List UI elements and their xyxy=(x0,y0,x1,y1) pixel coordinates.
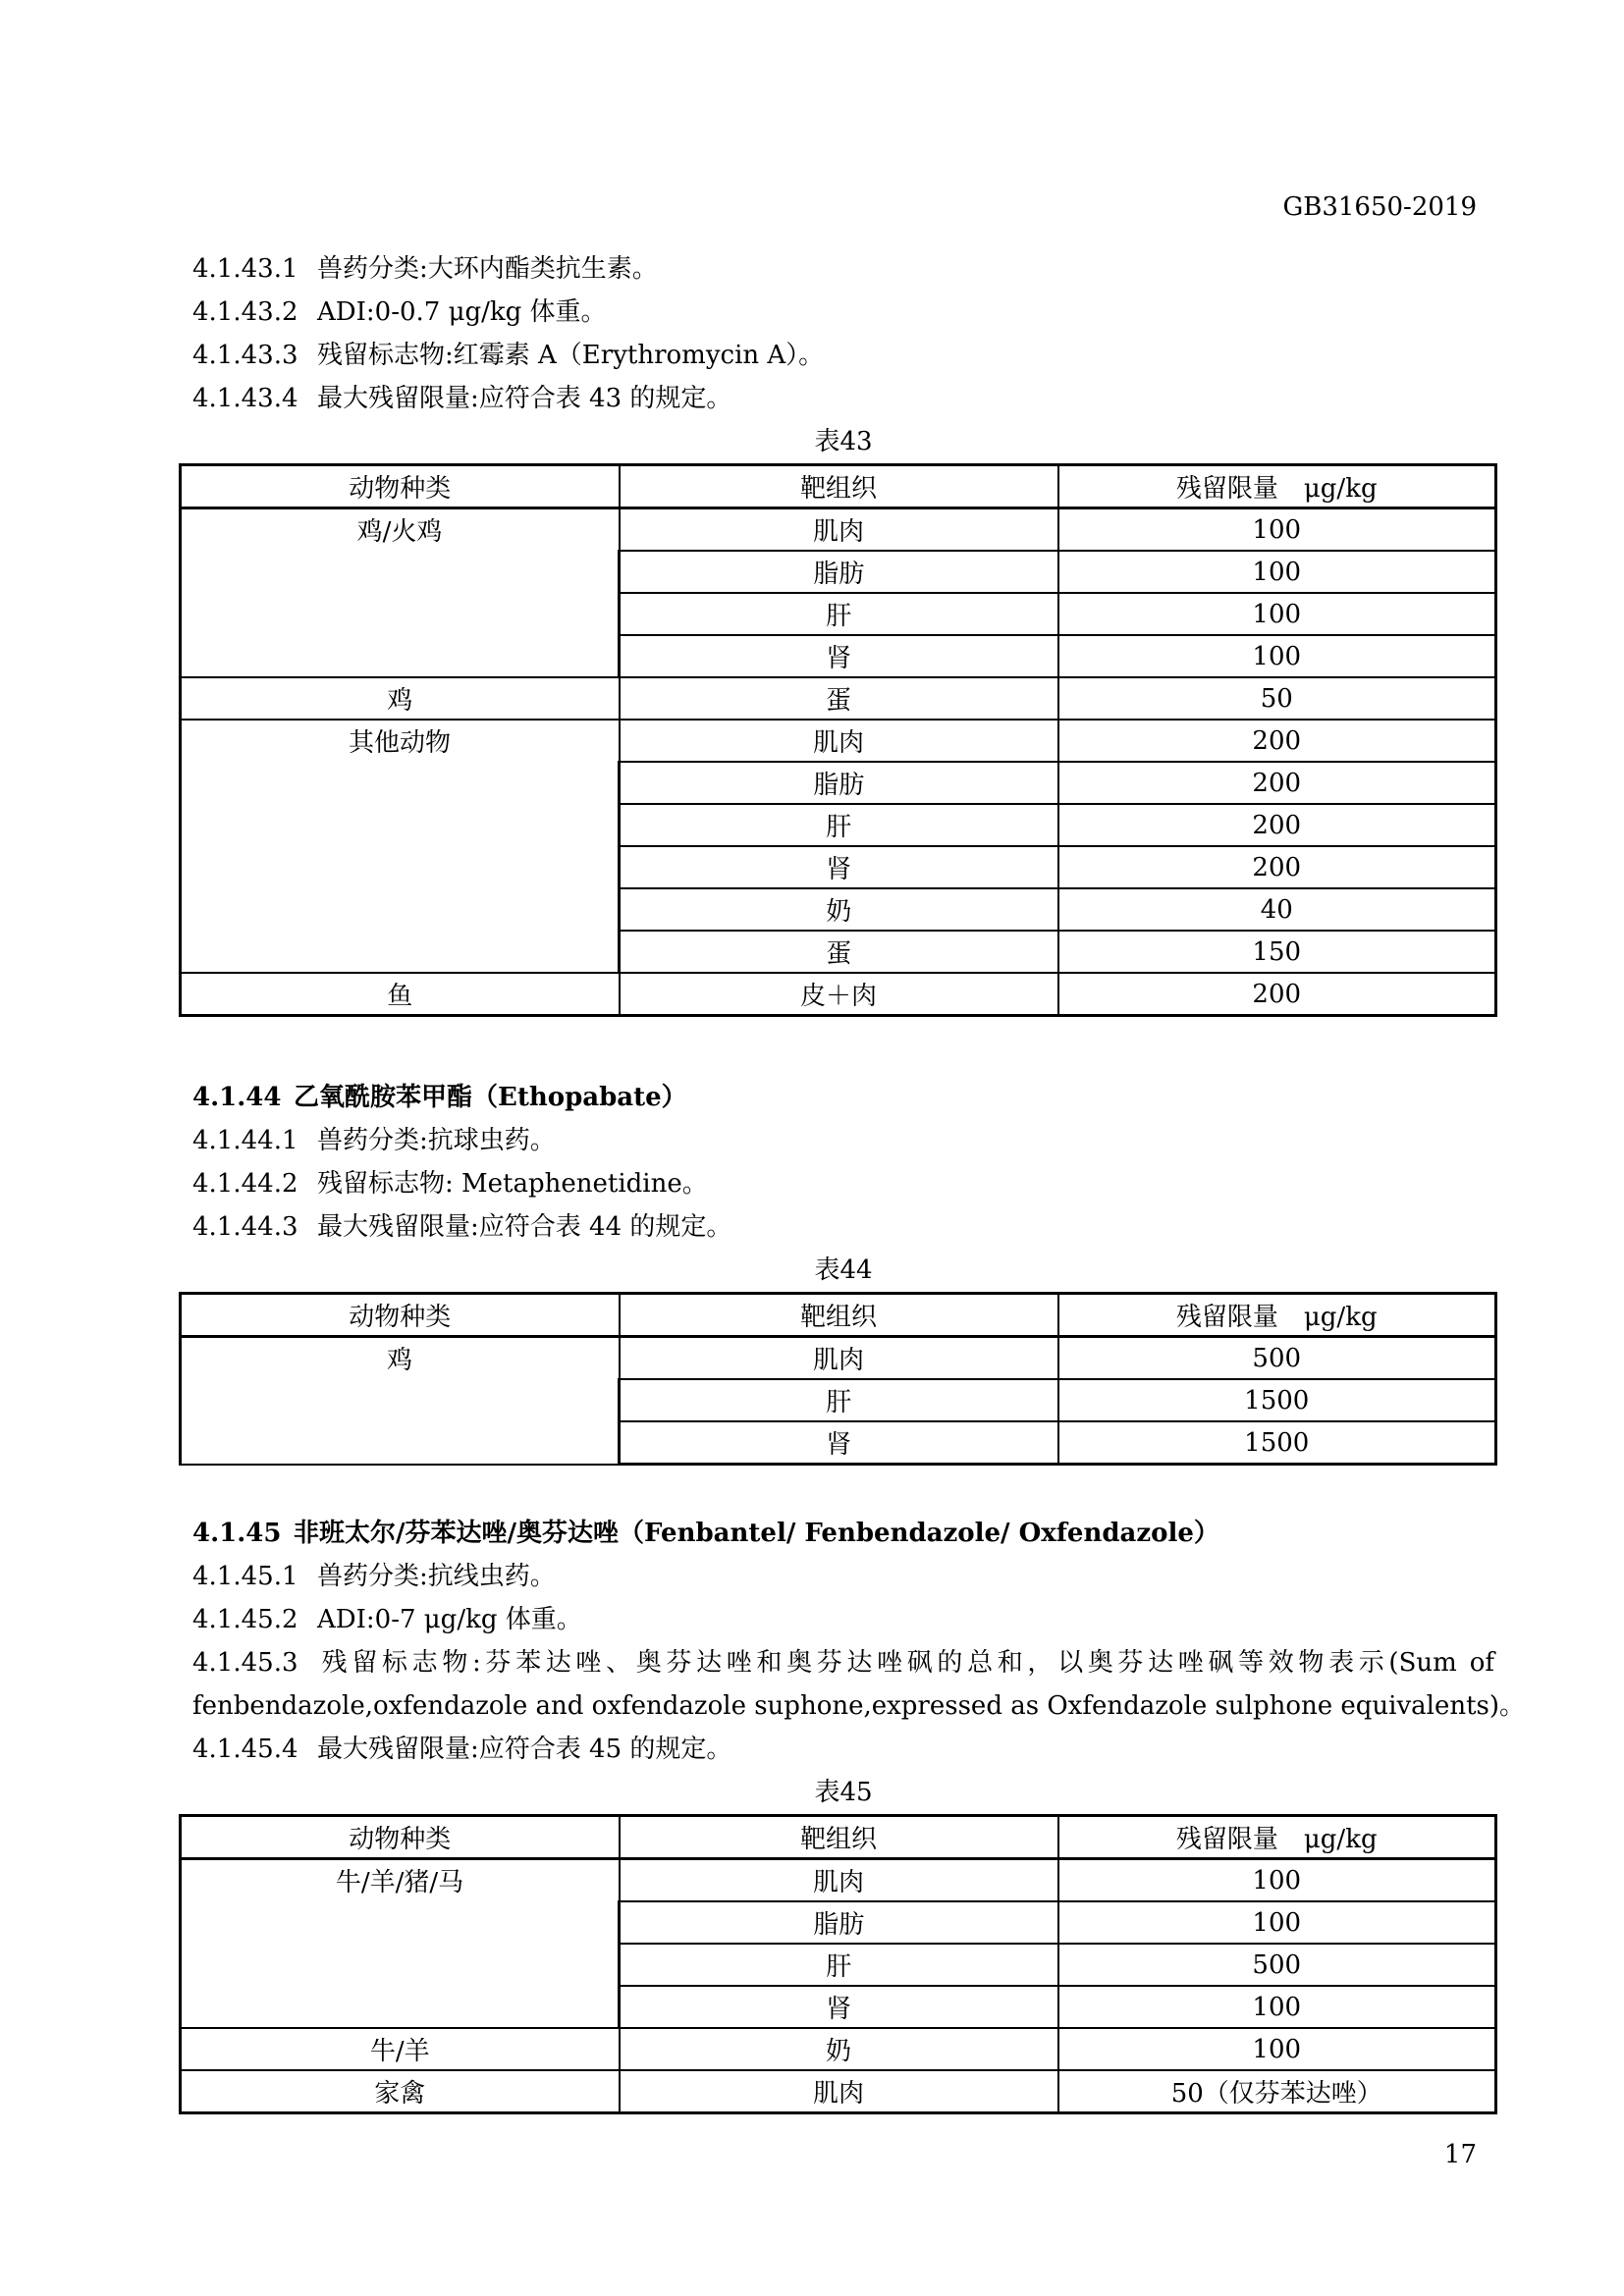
tissue-cell: 奶 xyxy=(620,2028,1058,2070)
tissue-cell: 肾 xyxy=(620,846,1058,888)
limit-cell: 200 xyxy=(1058,804,1496,846)
clause-text: 兽药分类:大环内酯类抗生素。 xyxy=(317,254,658,284)
table-row xyxy=(181,720,1496,762)
table-row xyxy=(181,2028,1496,2070)
standard-code: GB31650-2019 xyxy=(1282,192,1477,222)
limit-cell: 100 xyxy=(1058,551,1496,593)
section-heading xyxy=(192,1076,1494,1119)
clause-line xyxy=(192,1641,1494,1684)
column-header-limit: 残留限量 μg/kg xyxy=(1058,1816,1496,1859)
section-title: 乙氧酰胺苯甲酯（Ethopabate） xyxy=(294,1083,687,1112)
tissue-cell: 肝 xyxy=(620,593,1058,635)
section-4-1-43 xyxy=(192,247,1494,1017)
limit-cell: 40 xyxy=(1058,888,1496,931)
limit-cell: 100 xyxy=(1058,1859,1496,1902)
clause-text: 兽药分类:抗线虫药。 xyxy=(317,1562,556,1591)
clause-number: 4.1.44.3 xyxy=(192,1212,298,1242)
clause-line xyxy=(192,1119,1494,1162)
clause-text: 残留标志物:红霉素 A（Erythromycin A）。 xyxy=(317,341,825,370)
limit-cell: 200 xyxy=(1058,973,1496,1016)
limit-cell: 100 xyxy=(1058,2028,1496,2070)
tissue-cell: 肌肉 xyxy=(620,1337,1058,1380)
clause-text: 残留标志物:芬苯达唑、奥芬达唑和奥芬达唑砜的总和，以奥芬达唑砜等效物表示(Sum of xyxy=(317,1648,1494,1678)
clause-line xyxy=(192,1728,1494,1771)
clause-number: 4.1.44.2 xyxy=(192,1169,298,1199)
table-caption: 表45 xyxy=(814,1778,873,1807)
table-row xyxy=(181,2070,1496,2113)
clause-number: 4.1.44.1 xyxy=(192,1126,298,1155)
clause-line xyxy=(192,291,1494,334)
table-row xyxy=(181,973,1496,1016)
table-row xyxy=(181,508,1496,552)
limit-cell: 150 xyxy=(1058,931,1496,973)
clause-number: 4.1.43.4 xyxy=(192,384,298,413)
clause-line xyxy=(192,1205,1494,1249)
limit-cell: 500 xyxy=(1058,1944,1496,1986)
limit-cell: 100 xyxy=(1058,593,1496,635)
limit-cell: 200 xyxy=(1058,762,1496,804)
limit-cell: 200 xyxy=(1058,846,1496,888)
clause-text: ADI:0-7 μg/kg 体重。 xyxy=(317,1605,582,1634)
tissue-cell: 奶 xyxy=(620,888,1058,931)
limit-cell: 500 xyxy=(1058,1337,1496,1380)
column-header-tissue: 靶组织 xyxy=(620,465,1058,508)
tissue-cell: 肾 xyxy=(620,1421,1058,1465)
limit-cell: 1500 xyxy=(1058,1421,1496,1465)
clause-number: 4.1.43.2 xyxy=(192,297,298,327)
limit-cell: 1500 xyxy=(1058,1379,1496,1421)
clause-line xyxy=(192,1162,1494,1205)
limit-cell: 100 xyxy=(1058,1901,1496,1944)
tissue-cell: 肝 xyxy=(620,804,1058,846)
residue-limit-table-43 xyxy=(179,463,1497,1017)
clause-line xyxy=(192,1598,1494,1641)
table-caption: 表44 xyxy=(814,1255,873,1285)
tissue-cell: 皮＋肉 xyxy=(620,973,1058,1016)
clause-line xyxy=(192,1555,1494,1598)
clause-text: 残留标志物: Metaphenetidine。 xyxy=(317,1169,708,1199)
section-heading xyxy=(192,1512,1494,1555)
section-number: 4.1.44 xyxy=(192,1083,282,1112)
table-row xyxy=(181,677,1496,720)
tissue-cell: 脂肪 xyxy=(620,1901,1058,1944)
limit-cell: 200 xyxy=(1058,720,1496,762)
clause-text: 最大残留限量:应符合表 43 的规定。 xyxy=(317,384,732,413)
tissue-cell: 肌肉 xyxy=(620,1859,1058,1902)
residue-limit-table-45 xyxy=(179,1814,1497,2114)
table-caption: 表43 xyxy=(814,427,873,456)
page-number: 17 xyxy=(1443,2140,1477,2169)
column-header-tissue: 靶组织 xyxy=(620,1816,1058,1859)
section-title: 非班太尔/芬苯达唑/奥芬达唑（Fenbantel/ Fenbendazole/ Oxfendazole） xyxy=(294,1519,1219,1548)
clause-line xyxy=(192,377,1494,420)
clause-line xyxy=(192,334,1494,377)
table-header-row xyxy=(181,465,1496,508)
clause-number: 4.1.45.4 xyxy=(192,1735,298,1764)
section-4-1-45 xyxy=(192,1512,1526,2114)
clause-text: 兽药分类:抗球虫药。 xyxy=(317,1126,556,1155)
animal-cell: 鸡/火鸡 xyxy=(181,508,620,678)
table-header-row xyxy=(181,1816,1496,1859)
table-header-row xyxy=(181,1294,1496,1337)
clause-number: 4.1.45.1 xyxy=(192,1562,298,1591)
section-4-1-44 xyxy=(192,1076,1494,1466)
clause-number: 4.1.43.1 xyxy=(192,254,298,284)
tissue-cell: 肾 xyxy=(620,635,1058,677)
clause-text: 最大残留限量:应符合表 44 的规定。 xyxy=(317,1212,732,1242)
limit-cell: 100 xyxy=(1058,1986,1496,2028)
tissue-cell: 肌肉 xyxy=(620,508,1058,552)
animal-cell: 其他动物 xyxy=(181,720,620,973)
tissue-cell: 肌肉 xyxy=(620,720,1058,762)
tissue-cell: 蛋 xyxy=(620,677,1058,720)
column-header-animal: 动物种类 xyxy=(181,1816,620,1859)
section-number: 4.1.45 xyxy=(192,1519,282,1548)
tissue-cell: 脂肪 xyxy=(620,551,1058,593)
column-header-tissue: 靶组织 xyxy=(620,1294,1058,1337)
limit-cell: 100 xyxy=(1058,635,1496,677)
tissue-cell: 肾 xyxy=(620,1986,1058,2028)
tissue-cell: 蛋 xyxy=(620,931,1058,973)
clause-text: ADI:0-0.7 μg/kg 体重。 xyxy=(317,297,607,327)
animal-cell: 鸡 xyxy=(181,677,620,720)
animal-cell: 鱼 xyxy=(181,973,620,1016)
animal-cell: 家禽 xyxy=(181,2070,620,2113)
column-header-limit: 残留限量 μg/kg xyxy=(1058,1294,1496,1337)
clause-number: 4.1.43.3 xyxy=(192,341,298,370)
tissue-cell: 肝 xyxy=(620,1379,1058,1421)
limit-cell: 50（仅芬苯达唑） xyxy=(1058,2070,1496,2113)
clause-text: 最大残留限量:应符合表 45 的规定。 xyxy=(317,1735,732,1764)
tissue-cell: 肌肉 xyxy=(620,2070,1058,2113)
clause-number: 4.1.45.2 xyxy=(192,1605,298,1634)
table-row xyxy=(181,1337,1496,1380)
column-header-limit: 残留限量 μg/kg xyxy=(1058,465,1496,508)
tissue-cell: 肝 xyxy=(620,1944,1058,1986)
clause-continuation: fenbendazole,oxfendazole and oxfendazole suphone,expressed as Oxfendazole sulphone equivalents)。 xyxy=(192,1691,1526,1721)
clause-number: 4.1.45.3 xyxy=(192,1648,298,1678)
column-header-animal: 动物种类 xyxy=(181,465,620,508)
clause-line xyxy=(192,247,1494,291)
animal-cell: 牛/羊 xyxy=(181,2028,620,2070)
animal-cell: 牛/羊/猪/马 xyxy=(181,1859,620,2029)
limit-cell: 50 xyxy=(1058,677,1496,720)
tissue-cell: 脂肪 xyxy=(620,762,1058,804)
animal-cell: 鸡 xyxy=(181,1337,620,1465)
limit-cell: 100 xyxy=(1058,508,1496,552)
residue-limit-table-44 xyxy=(179,1292,1497,1466)
column-header-animal: 动物种类 xyxy=(181,1294,620,1337)
table-row xyxy=(181,1859,1496,1902)
